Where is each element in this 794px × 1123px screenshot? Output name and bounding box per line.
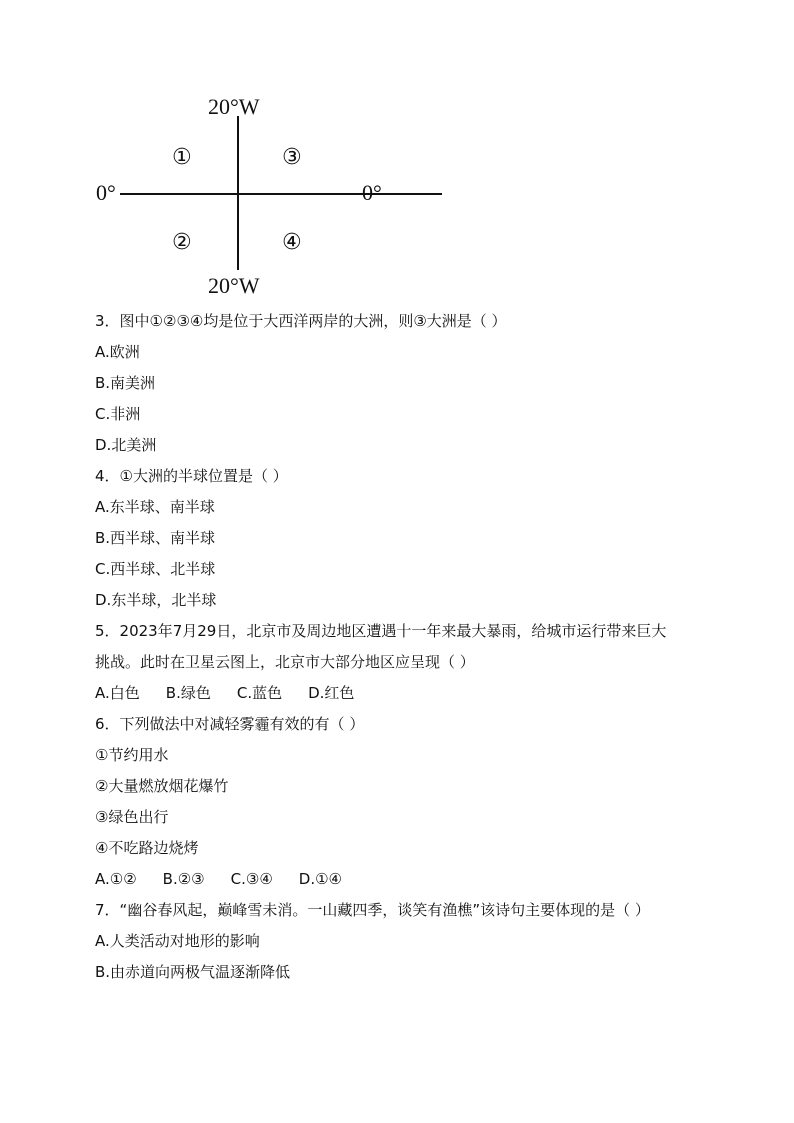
question-5-option-d: D.红色 xyxy=(308,684,355,702)
question-5-option-c: C.蓝色 xyxy=(236,684,283,702)
equator-right-label: 0° xyxy=(362,180,382,205)
question-5-stem-line-2: 挑战。此时在卫星云图上，北京市大部分地区应呈现（ ） xyxy=(95,653,475,671)
equator-left-label: 0° xyxy=(96,180,116,205)
question-6-item-3: ③绿色出行 xyxy=(95,808,169,826)
meridian-line xyxy=(237,116,239,270)
question-3-option-b: B.南美洲 xyxy=(95,374,156,392)
question-4-option-a: A.东半球、南半球 xyxy=(95,498,215,516)
question-7-option-b: B.由赤道向两极气温逐渐降低 xyxy=(95,963,291,981)
question-3-option-a: A.欧洲 xyxy=(95,343,140,361)
question-6-option-a: A.①② xyxy=(95,870,137,888)
quadrant-3-label: ③ xyxy=(282,145,302,170)
question-6-item-2: ②大量燃放烟花爆竹 xyxy=(95,777,229,795)
question-5-options xyxy=(95,683,354,703)
question-3-stem: 3．图中①②③④均是位于大西洋两岸的大洲，则③大洲是（ ） xyxy=(95,312,507,330)
question-5-option-b: B.绿色 xyxy=(165,684,211,702)
quadrant-1-label: ① xyxy=(172,145,192,170)
question-6-item-1: ①节约用水 xyxy=(95,746,169,764)
meridian-bottom-label: 20°W xyxy=(208,273,260,298)
equator-line xyxy=(120,193,442,195)
question-4-option-d: D.东半球，北半球 xyxy=(95,591,217,609)
quadrant-2-label: ② xyxy=(172,230,192,255)
question-6-item-4: ④不吃路边烧烤 xyxy=(95,839,199,857)
question-6-option-d: D.①④ xyxy=(298,870,342,888)
question-3-option-d: D.北美洲 xyxy=(95,436,157,454)
question-6-options xyxy=(95,869,342,889)
question-6-option-c: C.③④ xyxy=(230,870,273,888)
question-4-stem: 4．①大洲的半球位置是（ ） xyxy=(95,467,288,485)
question-3-option-c: C.非洲 xyxy=(95,405,141,423)
meridian-top-label: 20°W xyxy=(208,94,260,119)
question-7-stem: 7．“幽谷春风起，巅峰雪未消。一山藏四季，谈笑有渔樵”该诗句主要体现的是（ ） xyxy=(95,901,650,919)
question-6-option-b: B.②③ xyxy=(162,870,205,888)
question-4-option-c: C.西半球、北半球 xyxy=(95,560,216,578)
question-4-option-b: B.西半球、南半球 xyxy=(95,529,216,547)
coordinate-diagram xyxy=(90,90,400,300)
quadrant-4-label: ④ xyxy=(282,230,302,255)
question-5-option-a: A.白色 xyxy=(95,684,140,702)
question-7-option-a: A.人类活动对地形的影响 xyxy=(95,932,260,950)
question-5-stem-line-1: 5．2023年7月29日，北京市及周边地区遭遇十一年来最大暴雨，给城市运行带来巨大 xyxy=(95,622,667,640)
question-6-stem: 6．下列做法中对减轻雾霾有效的有（ ） xyxy=(95,715,365,733)
